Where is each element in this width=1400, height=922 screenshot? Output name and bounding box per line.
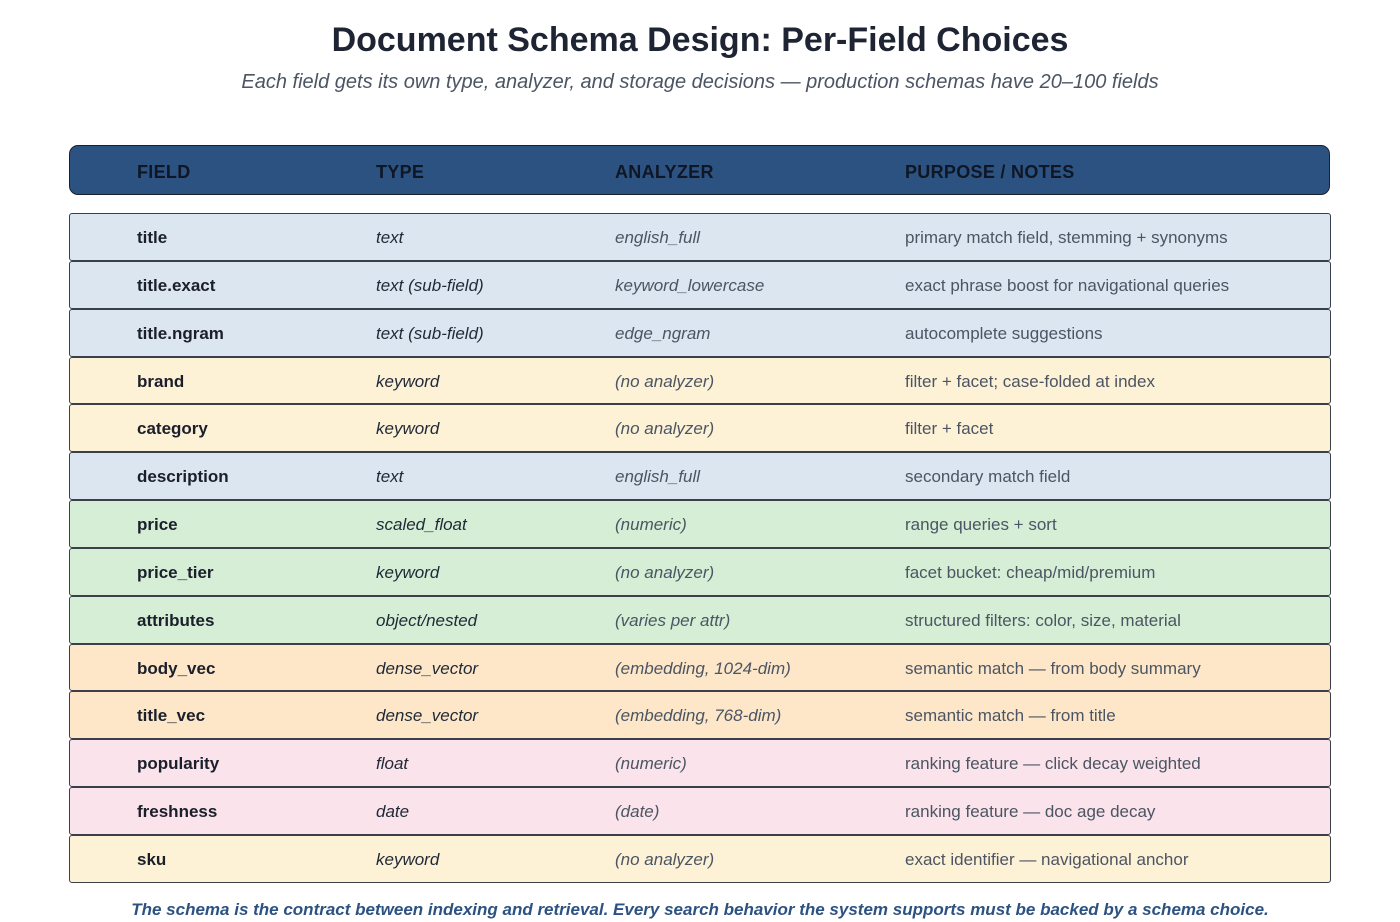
field-cell: price — [137, 515, 178, 535]
analyzer-cell: (varies per attr) — [615, 610, 731, 630]
notes-cell: primary match field, stemming + synonyms — [905, 228, 1228, 247]
table-row — [69, 357, 1331, 405]
notes-cell: filter + facet — [905, 419, 994, 439]
table-row — [69, 835, 1331, 883]
table-row — [69, 404, 1331, 452]
field-cell: category — [137, 419, 208, 439]
field-cell: brand — [137, 371, 185, 391]
schema-table-body — [69, 213, 1331, 883]
field-cell: freshness — [137, 802, 218, 822]
field-cell: sku — [137, 849, 167, 869]
notes-cell: facet bucket: cheap/mid/premium — [905, 562, 1156, 582]
field-cell: title.ngram — [137, 323, 224, 343]
column-header-analyzer: ANALYZER — [615, 162, 714, 182]
analyzer-cell: (embedding, 768-dim) — [615, 706, 782, 726]
notes-cell: semantic match — from body summary — [905, 658, 1201, 678]
type-cell: text (sub-field) — [376, 275, 484, 295]
field-cell: description — [137, 467, 229, 487]
field-cell: title — [137, 228, 168, 247]
type-cell: keyword — [376, 419, 440, 439]
table-row — [69, 548, 1331, 596]
column-header-notes: PURPOSE / NOTES — [905, 162, 1075, 182]
column-header-type: TYPE — [376, 162, 425, 182]
notes-cell: secondary match field — [905, 467, 1071, 487]
table-row — [69, 644, 1331, 692]
analyzer-cell: (numeric) — [615, 515, 687, 535]
field-cell: attributes — [137, 610, 215, 630]
notes-cell: autocomplete suggestions — [905, 323, 1103, 343]
type-cell: float — [376, 754, 409, 774]
table-row — [69, 261, 1331, 309]
notes-cell: exact phrase boost for navigational queries — [905, 275, 1230, 295]
type-cell: keyword — [376, 371, 440, 391]
table-row — [69, 309, 1331, 357]
table-row — [69, 691, 1331, 739]
table-row — [69, 787, 1331, 835]
type-cell: text — [376, 228, 404, 247]
page-title: Document Schema Design: Per-Field Choices — [331, 21, 1069, 59]
analyzer-cell: (embedding, 1024-dim) — [615, 658, 791, 678]
notes-cell: structured filters: color, size, material — [905, 610, 1181, 630]
analyzer-cell: edge_ngram — [615, 323, 711, 343]
table-header — [69, 145, 1330, 195]
type-cell: dense_vector — [376, 706, 479, 726]
table-row — [69, 596, 1331, 644]
analyzer-cell: (no analyzer) — [615, 849, 715, 869]
analyzer-cell: english_full — [615, 467, 701, 487]
type-cell: text — [376, 467, 404, 487]
type-cell: object/nested — [376, 610, 478, 630]
notes-cell: semantic match — from title — [905, 706, 1116, 726]
notes-cell: filter + facet; case-folded at index — [905, 371, 1155, 391]
analyzer-cell: (date) — [615, 802, 660, 822]
table-row — [69, 500, 1331, 548]
analyzer-cell: (numeric) — [615, 754, 687, 774]
analyzer-cell: keyword_lowercase — [615, 275, 765, 295]
analyzer-cell: (no analyzer) — [615, 371, 715, 391]
field-cell: title_vec — [137, 706, 206, 726]
field-cell: popularity — [137, 754, 220, 774]
type-cell: text (sub-field) — [376, 323, 484, 343]
type-cell: date — [376, 802, 410, 822]
type-cell: keyword — [376, 849, 440, 869]
table-row — [69, 452, 1331, 500]
type-cell: dense_vector — [376, 658, 479, 678]
table-row — [69, 739, 1331, 787]
analyzer-cell: (no analyzer) — [615, 419, 715, 439]
type-cell: scaled_float — [376, 515, 467, 535]
notes-cell: ranking feature — click decay weighted — [905, 754, 1201, 774]
notes-cell: range queries + sort — [905, 515, 1057, 535]
field-cell: body_vec — [137, 658, 216, 678]
table-row — [69, 213, 1331, 261]
column-header-field: FIELD — [137, 162, 191, 182]
type-cell: keyword — [376, 562, 440, 582]
field-cell: price_tier — [137, 562, 214, 582]
notes-cell: ranking feature — doc age decay — [905, 802, 1156, 822]
notes-cell: exact identifier — navigational anchor — [905, 849, 1189, 869]
field-cell: title.exact — [137, 275, 216, 295]
analyzer-cell: english_full — [615, 228, 701, 247]
page-subtitle: Each field gets its own type, analyzer, and storage decisions — production schemas have 20–100 fields — [241, 71, 1159, 93]
analyzer-cell: (no analyzer) — [615, 562, 715, 582]
footer-note: The schema is the contract between indexing and retrieval. Every search behavior the system supports must be backed by a schema choice. — [131, 900, 1269, 919]
